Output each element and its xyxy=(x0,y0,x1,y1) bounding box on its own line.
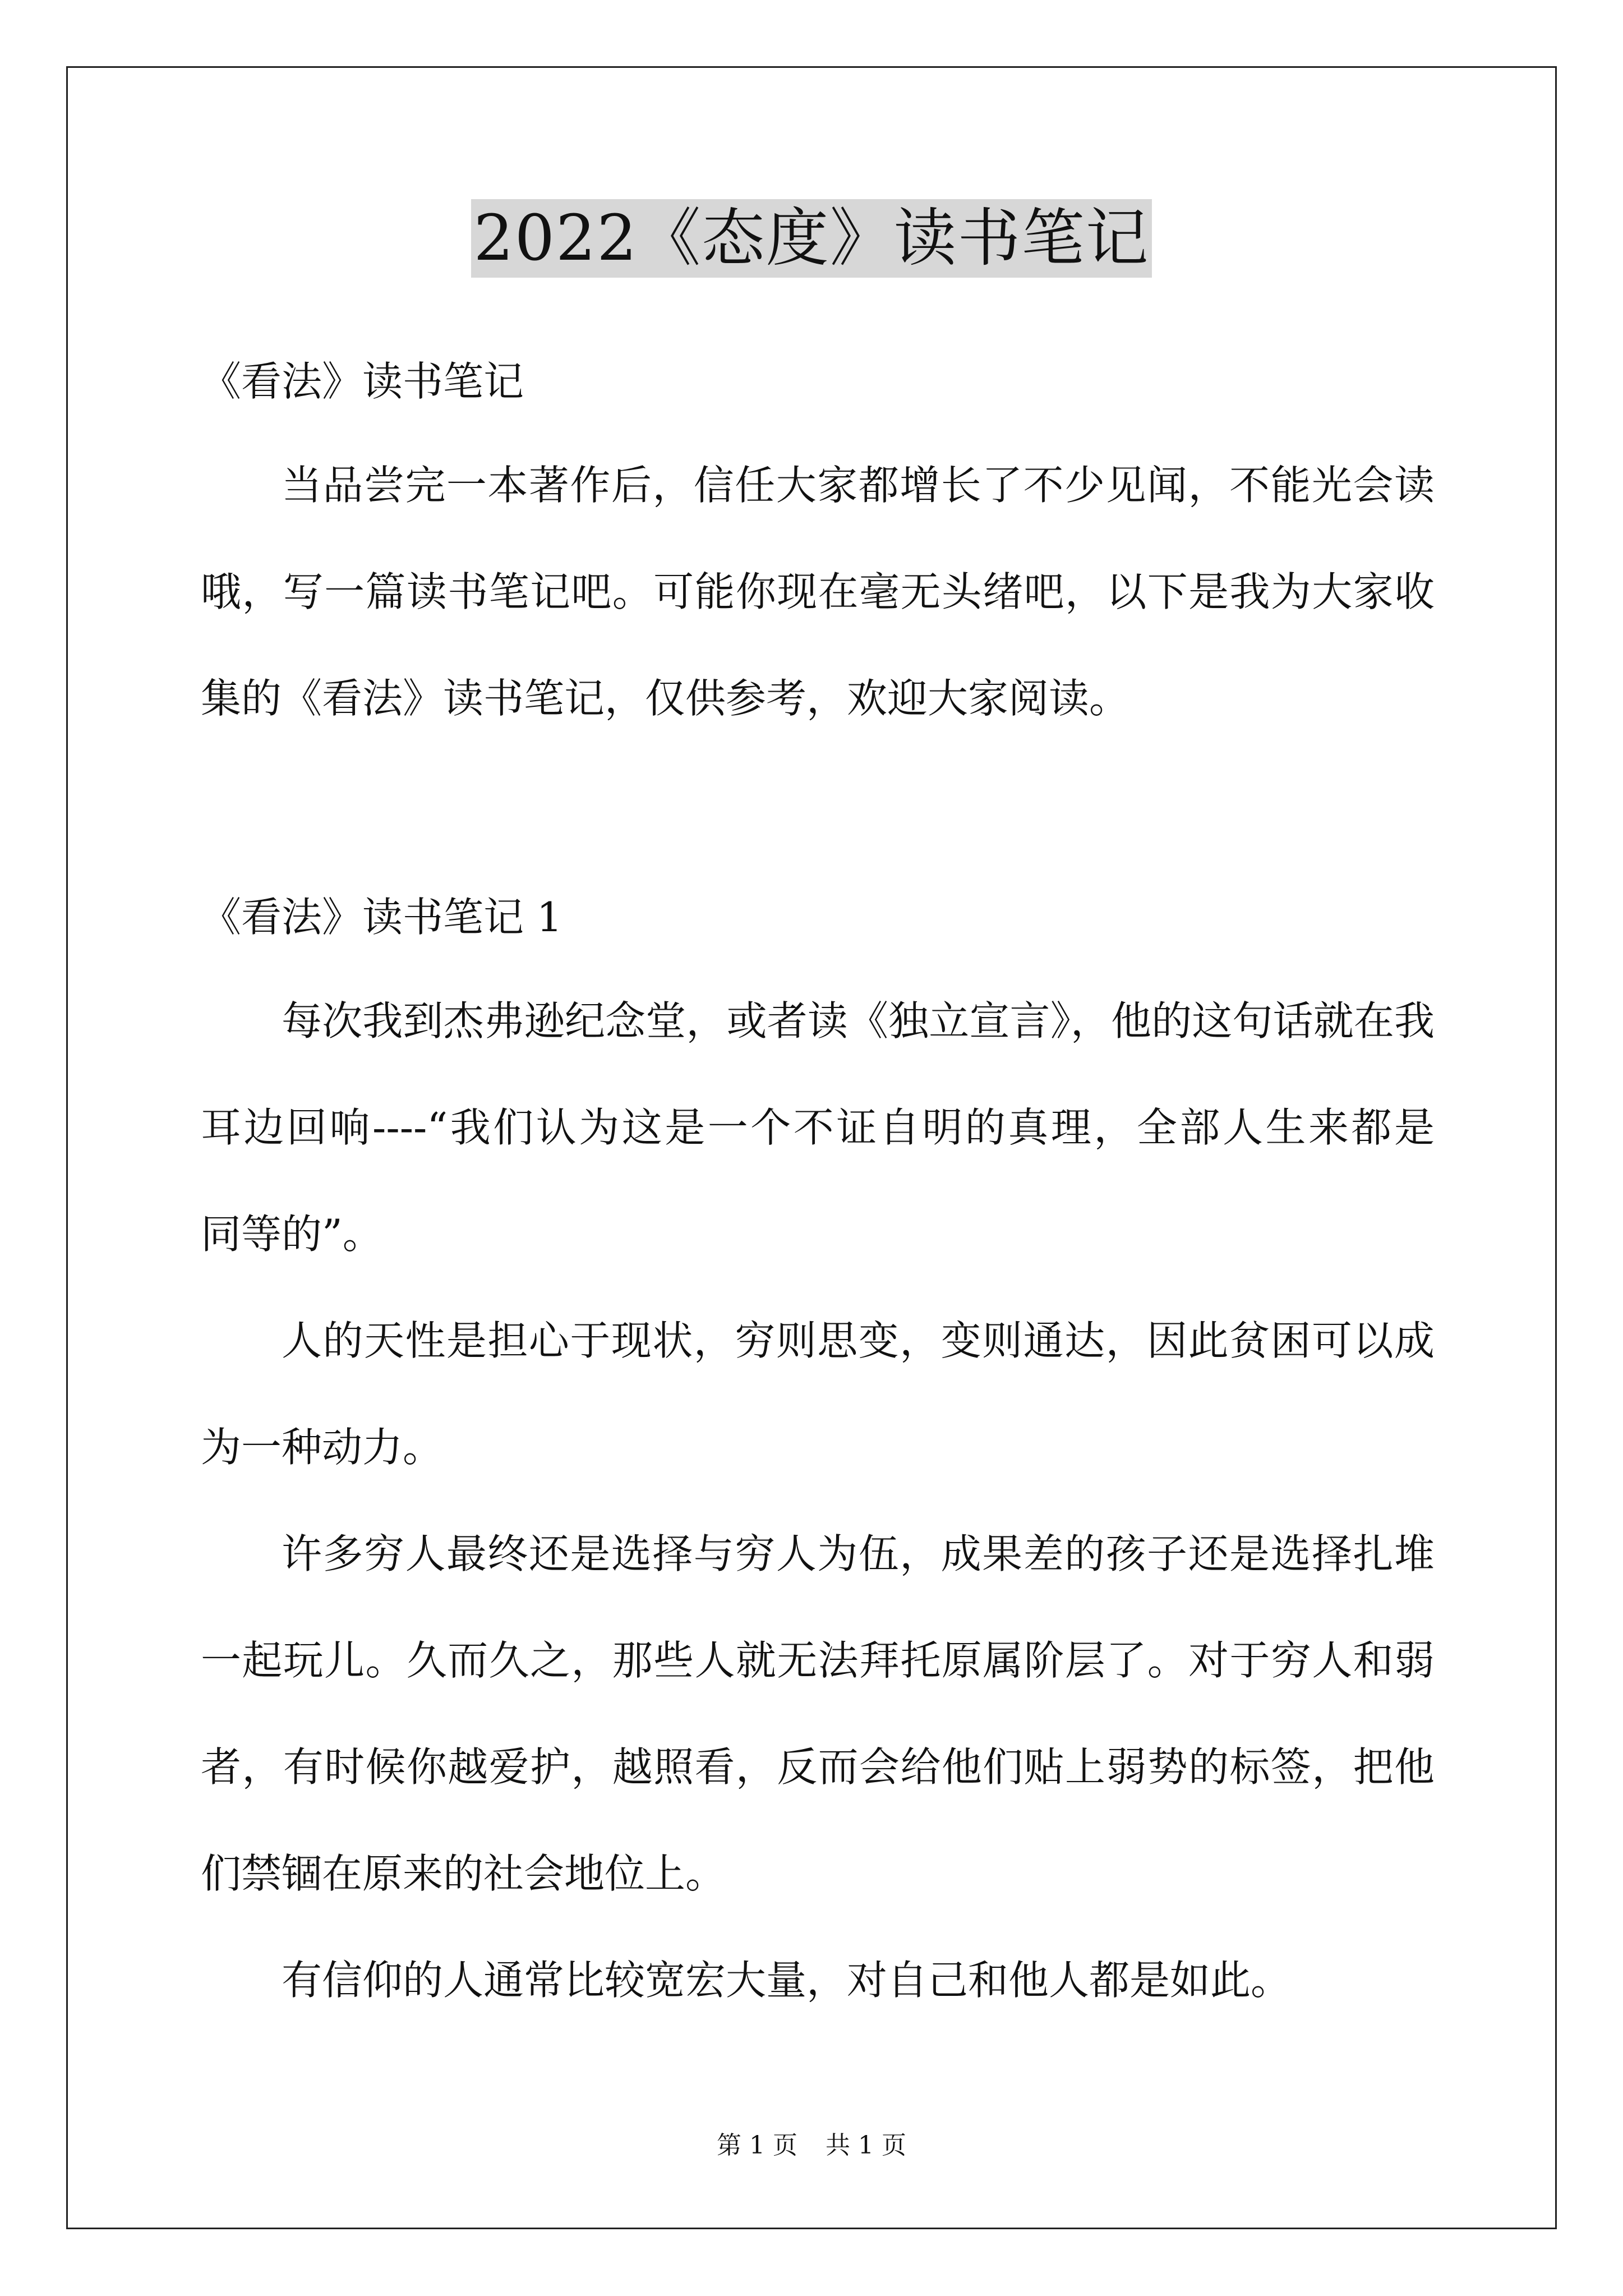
paragraph-line: 集的《看法》读书笔记，仅供参考，欢迎大家阅读。 xyxy=(201,675,1130,722)
paragraph-line: 同等的”。 xyxy=(201,1211,383,1258)
paragraph-line: 有信仰的人通常比较宽宏大量，对自己和他人都是如此。 xyxy=(282,1957,1292,2004)
paragraph-line: 们禁锢在原来的社会地位上。 xyxy=(201,1850,726,1897)
title-container xyxy=(0,199,1623,278)
paragraph-line: 为一种动力。 xyxy=(201,1424,444,1471)
section-heading: 《看法》读书笔记 xyxy=(201,358,524,405)
section-heading: 《看法》读书笔记 1 xyxy=(201,894,562,941)
paragraph-line: 哦，写一篇读书笔记吧。可能你现在毫无头绪吧，以下是我为大家收 xyxy=(201,568,1435,615)
paragraph-line: 每次我到杰弗逊纪念堂，或者读《独立宣言》，他的这句话就在我 xyxy=(282,997,1435,1045)
document-title: 2022《态度》读书笔记 xyxy=(471,199,1151,278)
paragraph-line: 人的天性是担心于现状，穷则思变，变则通达，因此贫困可以成 xyxy=(282,1317,1435,1364)
paragraph-line: 耳边回响----“我们认为这是一个不证自明的真理，全部人生来都是 xyxy=(201,1104,1435,1151)
paragraph-line: 许多穷人最终还是选择与穷人为伍，成果差的孩子还是选择扎堆 xyxy=(282,1530,1435,1577)
page-number: 第 1 页 xyxy=(717,2131,797,2160)
page-footer xyxy=(0,2129,1623,2162)
paragraph-line: 者，有时候你越爱护，越照看，反而会给他们贴上弱势的标签，把他 xyxy=(201,1743,1435,1791)
paragraph-line: 一起玩儿。久而久之，那些人就无法拜托原属阶层了。对于穷人和弱 xyxy=(201,1637,1435,1684)
page-total: 共 1 页 xyxy=(826,2131,906,2160)
paragraph-line: 当品尝完一本著作后，信任大家都增长了不少见闻，不能光会读 xyxy=(282,462,1435,509)
